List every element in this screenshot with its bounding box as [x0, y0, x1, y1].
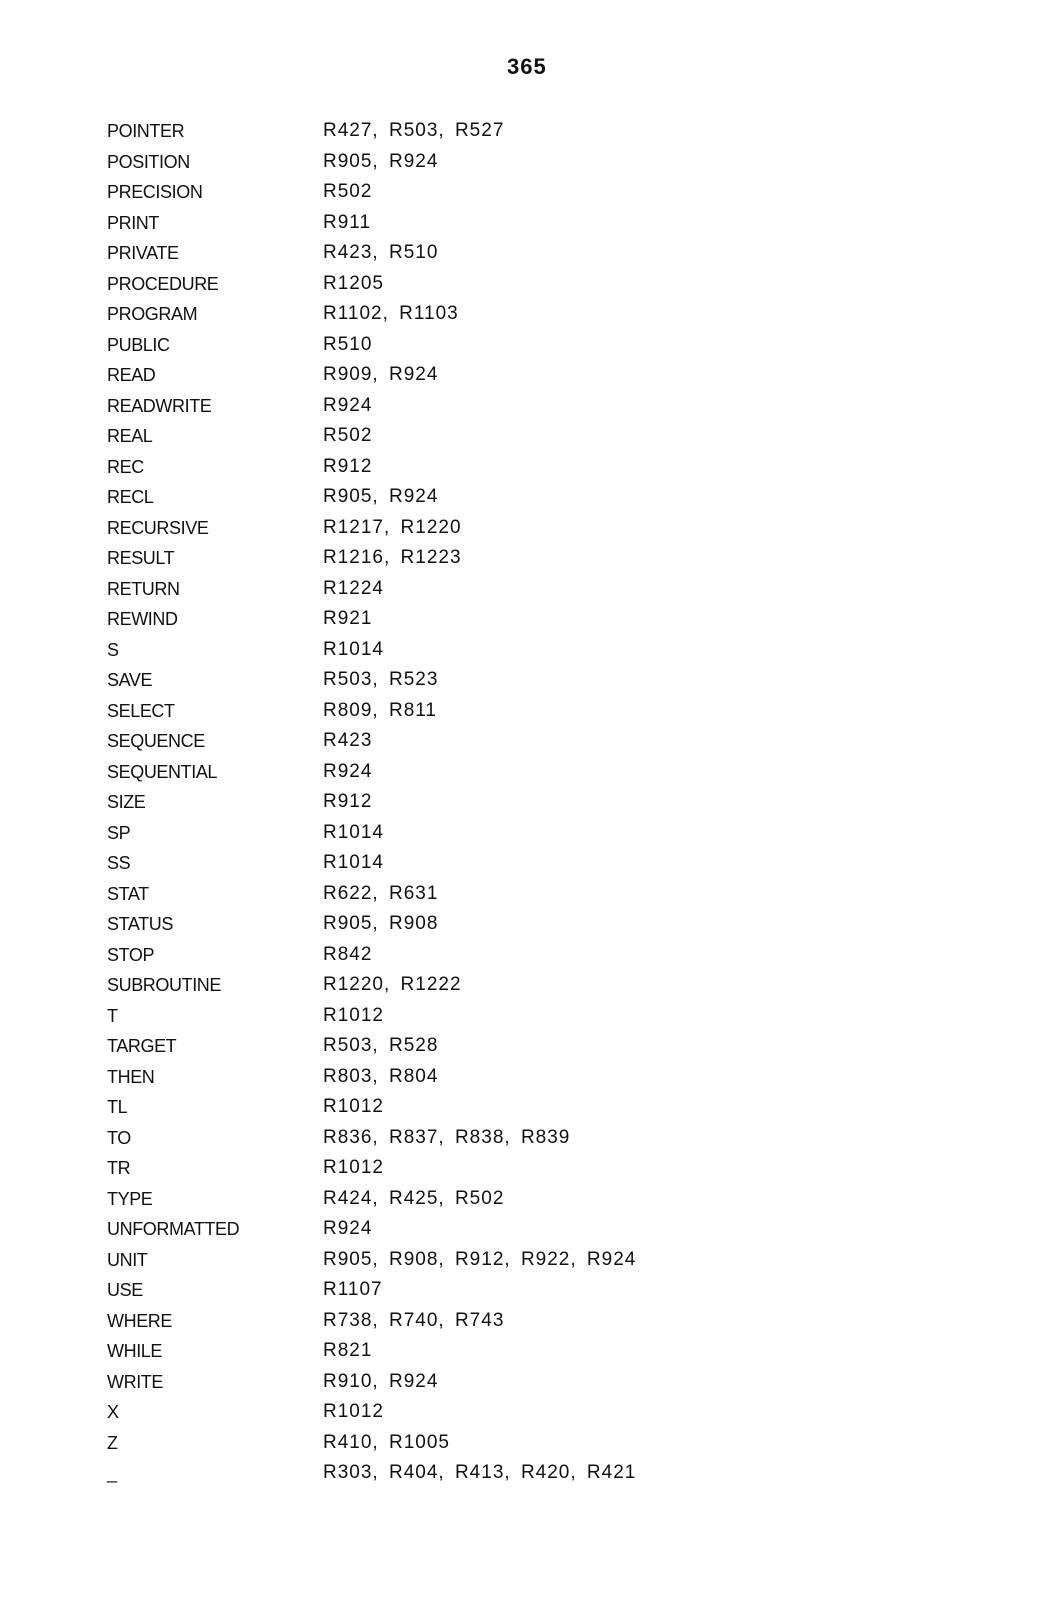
index-references: R821	[323, 1340, 373, 1361]
index-references: R905, R924	[323, 486, 439, 507]
index-keyword: RESULT	[107, 548, 175, 568]
index-references: R1107	[323, 1279, 383, 1300]
index-entry	[0, 757, 1038, 788]
index-entry	[0, 665, 1038, 696]
index-keyword: PRINT	[107, 212, 160, 233]
index-references: R622, R631	[323, 882, 439, 904]
index-entry	[0, 330, 1038, 361]
index-entry	[0, 269, 1038, 300]
index-references: R921	[323, 608, 373, 629]
index-entry	[0, 848, 1038, 879]
page-number: 365	[507, 54, 547, 79]
index-keyword: Z	[107, 1432, 118, 1453]
index-keyword: SS	[107, 853, 131, 873]
index-references: R1224	[323, 577, 384, 599]
index-references: R912	[323, 455, 373, 477]
index-keyword: PROCEDURE	[107, 273, 219, 294]
index-entry	[0, 879, 1038, 910]
index-keyword: USE	[107, 1280, 143, 1300]
index-references: R905, R908, R912, R922, R924	[323, 1248, 637, 1270]
index-references: R427, R503, R527	[323, 120, 505, 141]
index-keyword: STATUS	[107, 914, 173, 934]
index-keyword: READWRITE	[107, 395, 212, 416]
index-keyword: PRIVATE	[107, 243, 179, 263]
index-keyword: THEN	[107, 1066, 155, 1087]
index-entry	[0, 1458, 1038, 1489]
index-references: R410, R1005	[323, 1431, 450, 1453]
index-entry	[0, 513, 1038, 544]
index-keyword: PRECISION	[107, 182, 203, 202]
index-entry	[0, 1428, 1038, 1459]
index-entry	[0, 1184, 1038, 1215]
index-keyword: _	[107, 1463, 117, 1483]
index-keyword: WHERE	[107, 1310, 172, 1331]
index-entry	[0, 238, 1038, 269]
index-entry	[0, 1092, 1038, 1123]
index-references: R836, R837, R838, R839	[323, 1126, 571, 1148]
index-keyword: REWIND	[107, 609, 178, 629]
index-entry	[0, 543, 1038, 574]
index-entry	[0, 147, 1038, 178]
index-entry	[0, 299, 1038, 330]
index-references: R502	[323, 181, 373, 202]
index-keyword: SUBROUTINE	[107, 975, 222, 995]
index-entry	[0, 1275, 1038, 1306]
index-keyword: READ	[107, 365, 156, 385]
index-keyword: RETURN	[107, 578, 180, 599]
index-keyword: TYPE	[107, 1188, 153, 1209]
index-keyword: RECURSIVE	[107, 517, 209, 538]
index-references: R1014	[323, 638, 384, 660]
index-keyword: PUBLIC	[107, 334, 170, 355]
index-entry	[0, 818, 1038, 849]
index-references: R911	[323, 211, 372, 233]
index-references: R1102, R1103	[323, 303, 459, 324]
index-keyword: X	[107, 1402, 119, 1422]
index-keyword: STOP	[107, 944, 155, 965]
index-references: R510	[323, 333, 373, 355]
index-references: R1220, R1222	[323, 974, 462, 995]
index-keyword: SELECT	[107, 700, 175, 721]
index-references: R424, R425, R502	[323, 1187, 505, 1209]
index-entry	[0, 482, 1038, 513]
index-references: R1205	[323, 272, 384, 294]
index-references: R503, R523	[323, 669, 439, 690]
index-references: R423, R510	[323, 242, 439, 263]
index-references: R803, R804	[323, 1065, 439, 1087]
index-references: R809, R811	[323, 699, 437, 721]
index-entry	[0, 1001, 1038, 1032]
index-references: R1216, R1223	[323, 547, 462, 568]
index-keyword: T	[107, 1005, 118, 1026]
index-references: R924	[323, 1218, 373, 1239]
index-references: R1014	[323, 852, 384, 873]
index-references: R842	[323, 943, 373, 965]
index-references: R1012	[323, 1004, 384, 1026]
index-keyword: REC	[107, 456, 144, 477]
index-list	[0, 116, 1038, 1489]
index-entry	[0, 1214, 1038, 1245]
index-entry	[0, 1123, 1038, 1154]
index-keyword: TARGET	[107, 1036, 177, 1056]
index-references: R423	[323, 730, 373, 751]
index-references: R1217, R1220	[323, 516, 462, 538]
index-keyword: SEQUENCE	[107, 731, 205, 751]
index-entry	[0, 1153, 1038, 1184]
index-entry	[0, 391, 1038, 422]
index-keyword: UNIT	[107, 1249, 148, 1270]
index-entry	[0, 1245, 1038, 1276]
index-references: R1012	[323, 1401, 384, 1422]
index-keyword: UNFORMATTED	[107, 1219, 240, 1239]
index-references: R503, R528	[323, 1035, 439, 1056]
index-keyword: TR	[107, 1158, 131, 1178]
index-references: R303, R404, R413, R420, R421	[323, 1462, 637, 1483]
index-references: R924	[323, 394, 373, 416]
index-entry	[0, 1397, 1038, 1428]
index-keyword: STAT	[107, 883, 149, 904]
index-keyword: TL	[107, 1097, 128, 1117]
index-entry	[0, 208, 1038, 239]
index-keyword: SAVE	[107, 670, 153, 690]
index-entry	[0, 635, 1038, 666]
index-entry	[0, 1367, 1038, 1398]
index-references: R912	[323, 791, 373, 812]
index-entry	[0, 421, 1038, 452]
index-references: R1012	[323, 1096, 384, 1117]
index-entry	[0, 116, 1038, 147]
index-keyword: RECL	[107, 487, 154, 507]
index-entry	[0, 1336, 1038, 1367]
index-references: R905, R908	[323, 913, 439, 934]
index-entry	[0, 1031, 1038, 1062]
index-references: R1014	[323, 821, 384, 843]
index-keyword: POSITION	[107, 151, 190, 172]
index-keyword: WHILE	[107, 1341, 163, 1361]
index-keyword: SP	[107, 822, 131, 843]
index-entry	[0, 452, 1038, 483]
index-entry	[0, 360, 1038, 391]
index-keyword: SIZE	[107, 792, 146, 812]
index-entry	[0, 696, 1038, 727]
index-keyword: WRITE	[107, 1371, 163, 1392]
index-keyword: POINTER	[107, 121, 185, 141]
index-references: R924	[323, 760, 373, 782]
index-entry	[0, 574, 1038, 605]
index-references: R738, R740, R743	[323, 1309, 505, 1331]
index-entry	[0, 1306, 1038, 1337]
index-keyword: PROGRAM	[107, 304, 198, 324]
index-references: R502	[323, 425, 373, 446]
index-entry	[0, 940, 1038, 971]
index-references: R905, R924	[323, 150, 439, 172]
index-entry	[0, 726, 1038, 757]
index-entry	[0, 177, 1038, 208]
index-references: R910, R924	[323, 1370, 439, 1392]
index-keyword: SEQUENTIAL	[107, 761, 218, 782]
index-keyword: REAL	[107, 426, 153, 446]
index-entry	[0, 970, 1038, 1001]
index-keyword: S	[107, 639, 119, 660]
index-references: R1012	[323, 1157, 384, 1178]
index-entry	[0, 909, 1038, 940]
index-keyword: TO	[107, 1127, 131, 1148]
index-references: R909, R924	[323, 364, 439, 385]
index-entry	[0, 787, 1038, 818]
index-entry	[0, 1062, 1038, 1093]
index-entry	[0, 604, 1038, 635]
